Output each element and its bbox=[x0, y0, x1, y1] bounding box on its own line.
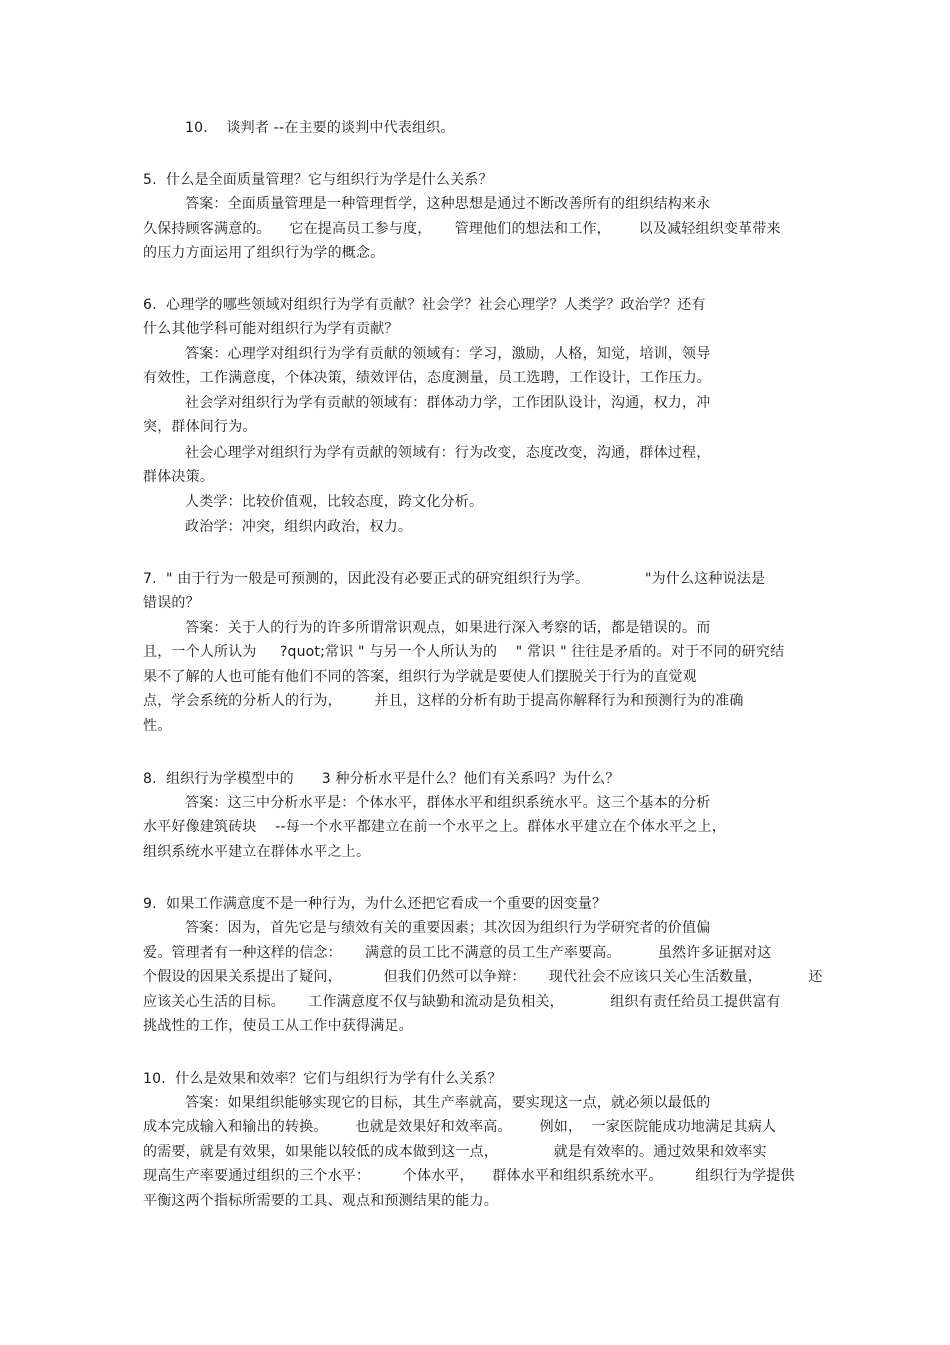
text-line: 突，群体间行为。 bbox=[143, 419, 257, 435]
text-line: 果不了解的人也可能有他们不同的答案，组织行为学就是要使人们摆脱关于行为的直觉观 bbox=[143, 669, 697, 685]
text-line: 现高生产率要通过组织的三个水平： 个体水平， 群体水平和组织系统水平。 组织行为学提供 bbox=[143, 1168, 795, 1184]
question-heading: 7. " 由于行为一般是可预测的，因此没有必要正式的研究组织行为学。 "为什么这种说法是 bbox=[143, 571, 766, 587]
text-line: 平衡这两个指标所需要的工具、观点和预测结果的能力。 bbox=[143, 1193, 498, 1209]
text-line: 人类学：比较价值观，比较态度，跨文化分析。 bbox=[185, 494, 484, 510]
text-line: 久保持顾客满意的。 它在提高员工参与度， 管理他们的想法和工作， 以及减轻组织变革带来 bbox=[143, 221, 781, 237]
text-line: 性。 bbox=[143, 718, 172, 734]
text-line: 爱。管理者有一种这样的信念： 满意的员工比不满意的员工生产率要高。 虽然许多证据对这 bbox=[143, 945, 772, 961]
text-line: 10. 谈判者 --在主要的谈判中代表组织。 bbox=[185, 120, 455, 136]
text-line: 成本完成输入和输出的转换。 也就是效果好和效率高。 例如， 一家医院能成功地满足其病人 bbox=[143, 1119, 777, 1135]
text-line: 且，一个人所认为 ?quot;常识 " 与另一个人所认为的 " 常识 " 往往是矛盾的。对于不同的研究结 bbox=[143, 644, 785, 660]
text-line: 群体决策。 bbox=[143, 469, 214, 485]
question-heading: 10. 什么是效果和效率？它们与组织行为学有什么关系？ bbox=[143, 1071, 502, 1087]
text-line: 答案：这三中分析水平是：个体水平，群体水平和组织系统水平。这三个基本的分析 bbox=[185, 795, 711, 811]
question-heading: 6. 心理学的哪些领域对组织行为学有贡献？社会学？社会心理学？人类学？政治学？还有 bbox=[143, 297, 706, 313]
text-line: 水平好像建筑砖块 --每一个水平都建立在前一个水平之上。群体水平建立在个体水平之上， bbox=[143, 819, 726, 835]
text-line: 应该关心生活的目标。 工作满意度不仅与缺勤和流动是负相关， 组织有责任给员工提供富有 bbox=[143, 994, 781, 1010]
text-line: 点，学会系统的分析人的行为， 并且，这样的分析有助于提高你解释行为和预测行为的准确 bbox=[143, 693, 744, 709]
question-heading: 5. 什么是全面质量管理？它与组织行为学是什么关系？ bbox=[143, 172, 493, 188]
text-line: 组织系统水平建立在群体水平之上。 bbox=[143, 844, 371, 860]
text-line: 挑战性的工作，使员工从工作中获得满足。 bbox=[143, 1018, 413, 1034]
text-line: 的需要，就是有效果，如果能以较低的成本做到这一点， 就是有效率的。通过效果和效率实 bbox=[143, 1144, 767, 1160]
text-line: 答案：如果组织能够实现它的目标，其生产率就高，要实现这一点，就必须以最低的 bbox=[185, 1095, 711, 1111]
text-line: 个假设的因果关系提出了疑问， 但我们仍然可以争辩： 现代社会不应该只关心生活数量， 还 bbox=[143, 969, 823, 985]
text-line: 社会心理学对组织行为学有贡献的领域有：行为改变，态度改变，沟通，群体过程， bbox=[185, 445, 711, 461]
question-heading: 9. 如果工作满意度不是一种行为，为什么还把它看成一个重要的因变量？ bbox=[143, 896, 607, 912]
text-line: 有效性，工作满意度，个体决策，绩效评估，态度测量，员工选聘，工作设计，工作压力。 bbox=[143, 370, 711, 386]
text-line: 答案：关于人的行为的许多所谓常识观点，如果进行深入考察的话，都是错误的。而 bbox=[185, 620, 711, 636]
text-line: 答案：因为，首先它是与绩效有关的重要因素；其次因为组织行为学研究者的价值偏 bbox=[185, 920, 711, 936]
text-line: 社会学对组织行为学有贡献的领域有：群体动力学，工作团队设计，沟通，权力，冲 bbox=[185, 395, 711, 411]
text-line: 答案：心理学对组织行为学有贡献的领域有：学习，激励，人格，知觉，培训，领导 bbox=[185, 346, 711, 362]
text-line: 错误的？ bbox=[143, 595, 200, 611]
question-heading: 8. 组织行为学模型中的 3 种分析水平是什么？他们有关系吗？为什么？ bbox=[143, 771, 620, 787]
text-line: 什么其他学科可能对组织行为学有贡献？ bbox=[143, 321, 399, 337]
text-line: 的压力方面运用了组织行为学的概念。 bbox=[143, 245, 385, 261]
text-line: 政治学：冲突，组织内政治，权力。 bbox=[185, 519, 413, 535]
text-line: 答案：全面质量管理是一种管理哲学，这种思想是通过不断改善所有的组织结构来永 bbox=[185, 196, 711, 212]
